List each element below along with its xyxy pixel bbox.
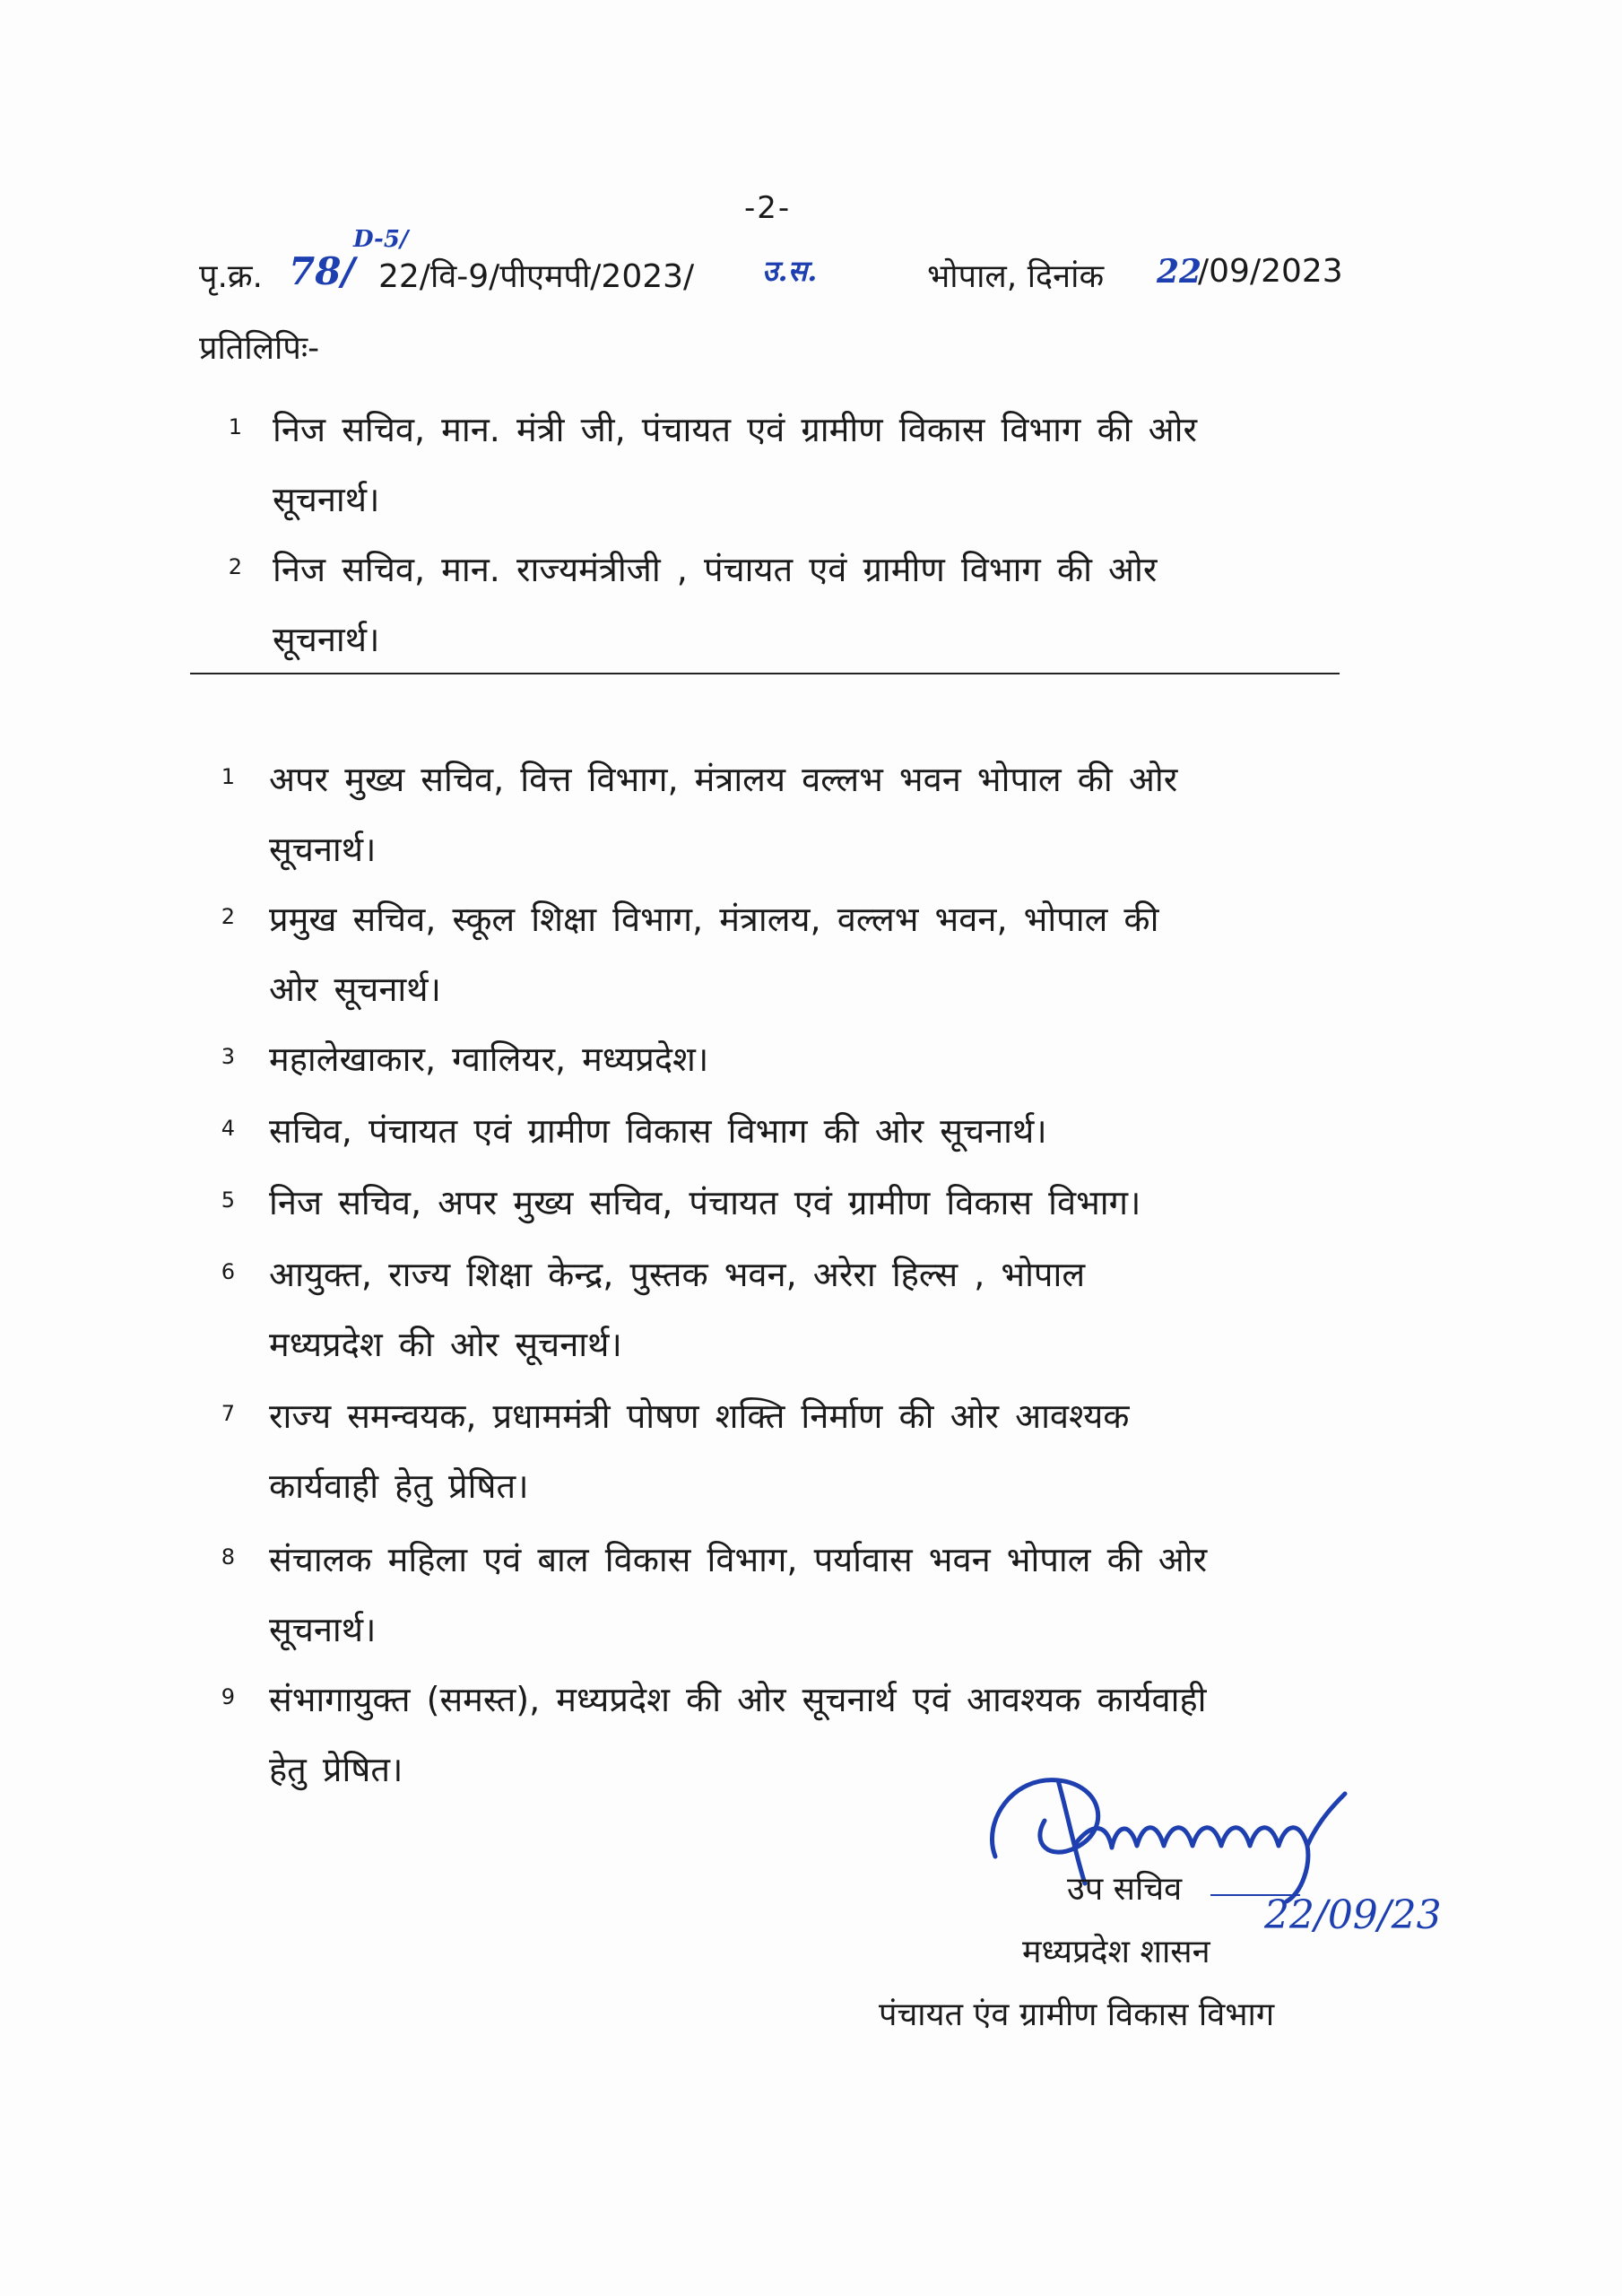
list-text-line: संचालक महिला एवं बाल विकास विभाग, पर्यावास भवन भोपाल की ओर bbox=[269, 1540, 1208, 1579]
list-number: 2 bbox=[221, 904, 235, 929]
reference-day-handwritten: 22 bbox=[1157, 253, 1202, 291]
list-text-line: सूचनार्थ। bbox=[273, 480, 380, 519]
reference-prefix: पृ.क्र. bbox=[199, 258, 263, 295]
office-line-2: पंचायत एंव ग्रामीण विकास विभाग bbox=[879, 1996, 1275, 2033]
designation: उप सचिव bbox=[1067, 1871, 1183, 1908]
office-line-1: मध्यप्रदेश शासन bbox=[1022, 1934, 1210, 1970]
list-text-line: ओर सूचनार्थ। bbox=[269, 970, 441, 1009]
separator-line bbox=[190, 673, 1340, 674]
signature-date-handwritten: 22/09/23 bbox=[1264, 1892, 1442, 1938]
reference-place-date: भोपाल, दिनांक bbox=[927, 258, 1105, 295]
list-number: 5 bbox=[221, 1187, 235, 1213]
list-number: 3 bbox=[221, 1044, 235, 1069]
handwritten-signature bbox=[977, 1758, 1408, 1910]
list-number: 6 bbox=[221, 1259, 235, 1284]
list-number: 4 bbox=[221, 1116, 235, 1141]
reference-number-handwritten: 78/ bbox=[289, 249, 355, 293]
list-text-line: संभागायुक्त (समस्त), मध्यप्रदेश की ओर सूचनार्थ एवं आवश्यक कार्यवाही bbox=[269, 1680, 1207, 1719]
list-text-line: निज सचिव, मान. राज्यमंत्रीजी , पंचायत एवं ग्रामीण विभाग की ओर bbox=[273, 550, 1158, 589]
reference-middle: 22/वि-9/पीएमपी/2023/ bbox=[378, 258, 695, 295]
list-text-line: राज्य समन्वयक, प्रधाममंत्री पोषण शक्ति निर्माण की ओर आवश्यक bbox=[269, 1396, 1130, 1436]
list-number: 1 bbox=[221, 764, 235, 789]
list-number: 9 bbox=[221, 1684, 235, 1709]
page-number: -2- bbox=[744, 190, 792, 226]
signature-underline bbox=[1210, 1894, 1300, 1896]
list-text-line: प्रमुख सचिव, स्कूल शिक्षा विभाग, मंत्रालय, वल्लभ भवन, भोपाल की bbox=[269, 900, 1159, 939]
list-text-line: आयुक्त, राज्य शिक्षा केन्द्र, पुस्तक भवन, अरेरा हिल्स , भोपाल bbox=[269, 1255, 1086, 1294]
list-text-line: निज सचिव, मान. मंत्री जी, पंचायत एवं ग्रामीण विकास विभाग की ओर bbox=[273, 410, 1198, 449]
list-number: 1 bbox=[228, 414, 242, 439]
signature-block bbox=[879, 1758, 1453, 2045]
list-text-line: अपर मुख्य सचिव, वित्त विभाग, मंत्रालय वल्लभ भवन भोपाल की ओर bbox=[269, 760, 1178, 799]
list-text-line: सूचनार्थ। bbox=[269, 1610, 377, 1649]
list-text-line: महालेखाकार, ग्वालियर, मध्यप्रदेश। bbox=[269, 1039, 709, 1079]
reference-line bbox=[199, 226, 1401, 307]
reference-suffix-handwritten: उ.स. bbox=[762, 254, 818, 288]
list-text-line: हेतु प्रेषित। bbox=[269, 1750, 403, 1789]
copy-heading: प्रतिलिपिः- bbox=[199, 330, 320, 367]
list-text-line: सचिव, पंचायत एवं ग्रामीण विकास विभाग की ओर सूचनार्थ। bbox=[269, 1111, 1047, 1151]
list-text-line: कार्यवाही हेतु प्रेषित। bbox=[269, 1466, 529, 1506]
list-text-line: मध्यप्रदेश की ओर सूचनार्थ। bbox=[269, 1325, 622, 1364]
list-text-line: सूचनार्थ। bbox=[273, 620, 380, 659]
list-number: 7 bbox=[221, 1401, 235, 1426]
list-number: 2 bbox=[228, 554, 242, 579]
list-number: 8 bbox=[221, 1544, 235, 1570]
list-text-line: सूचनार्थ। bbox=[269, 830, 377, 869]
reference-date-rest: /09/2023 bbox=[1198, 253, 1343, 290]
reference-superscript-handwritten: D-5/ bbox=[353, 226, 409, 253]
list-text-line: निज सचिव, अपर मुख्य सचिव, पंचायत एवं ग्रामीण विकास विभाग। bbox=[269, 1183, 1141, 1222]
